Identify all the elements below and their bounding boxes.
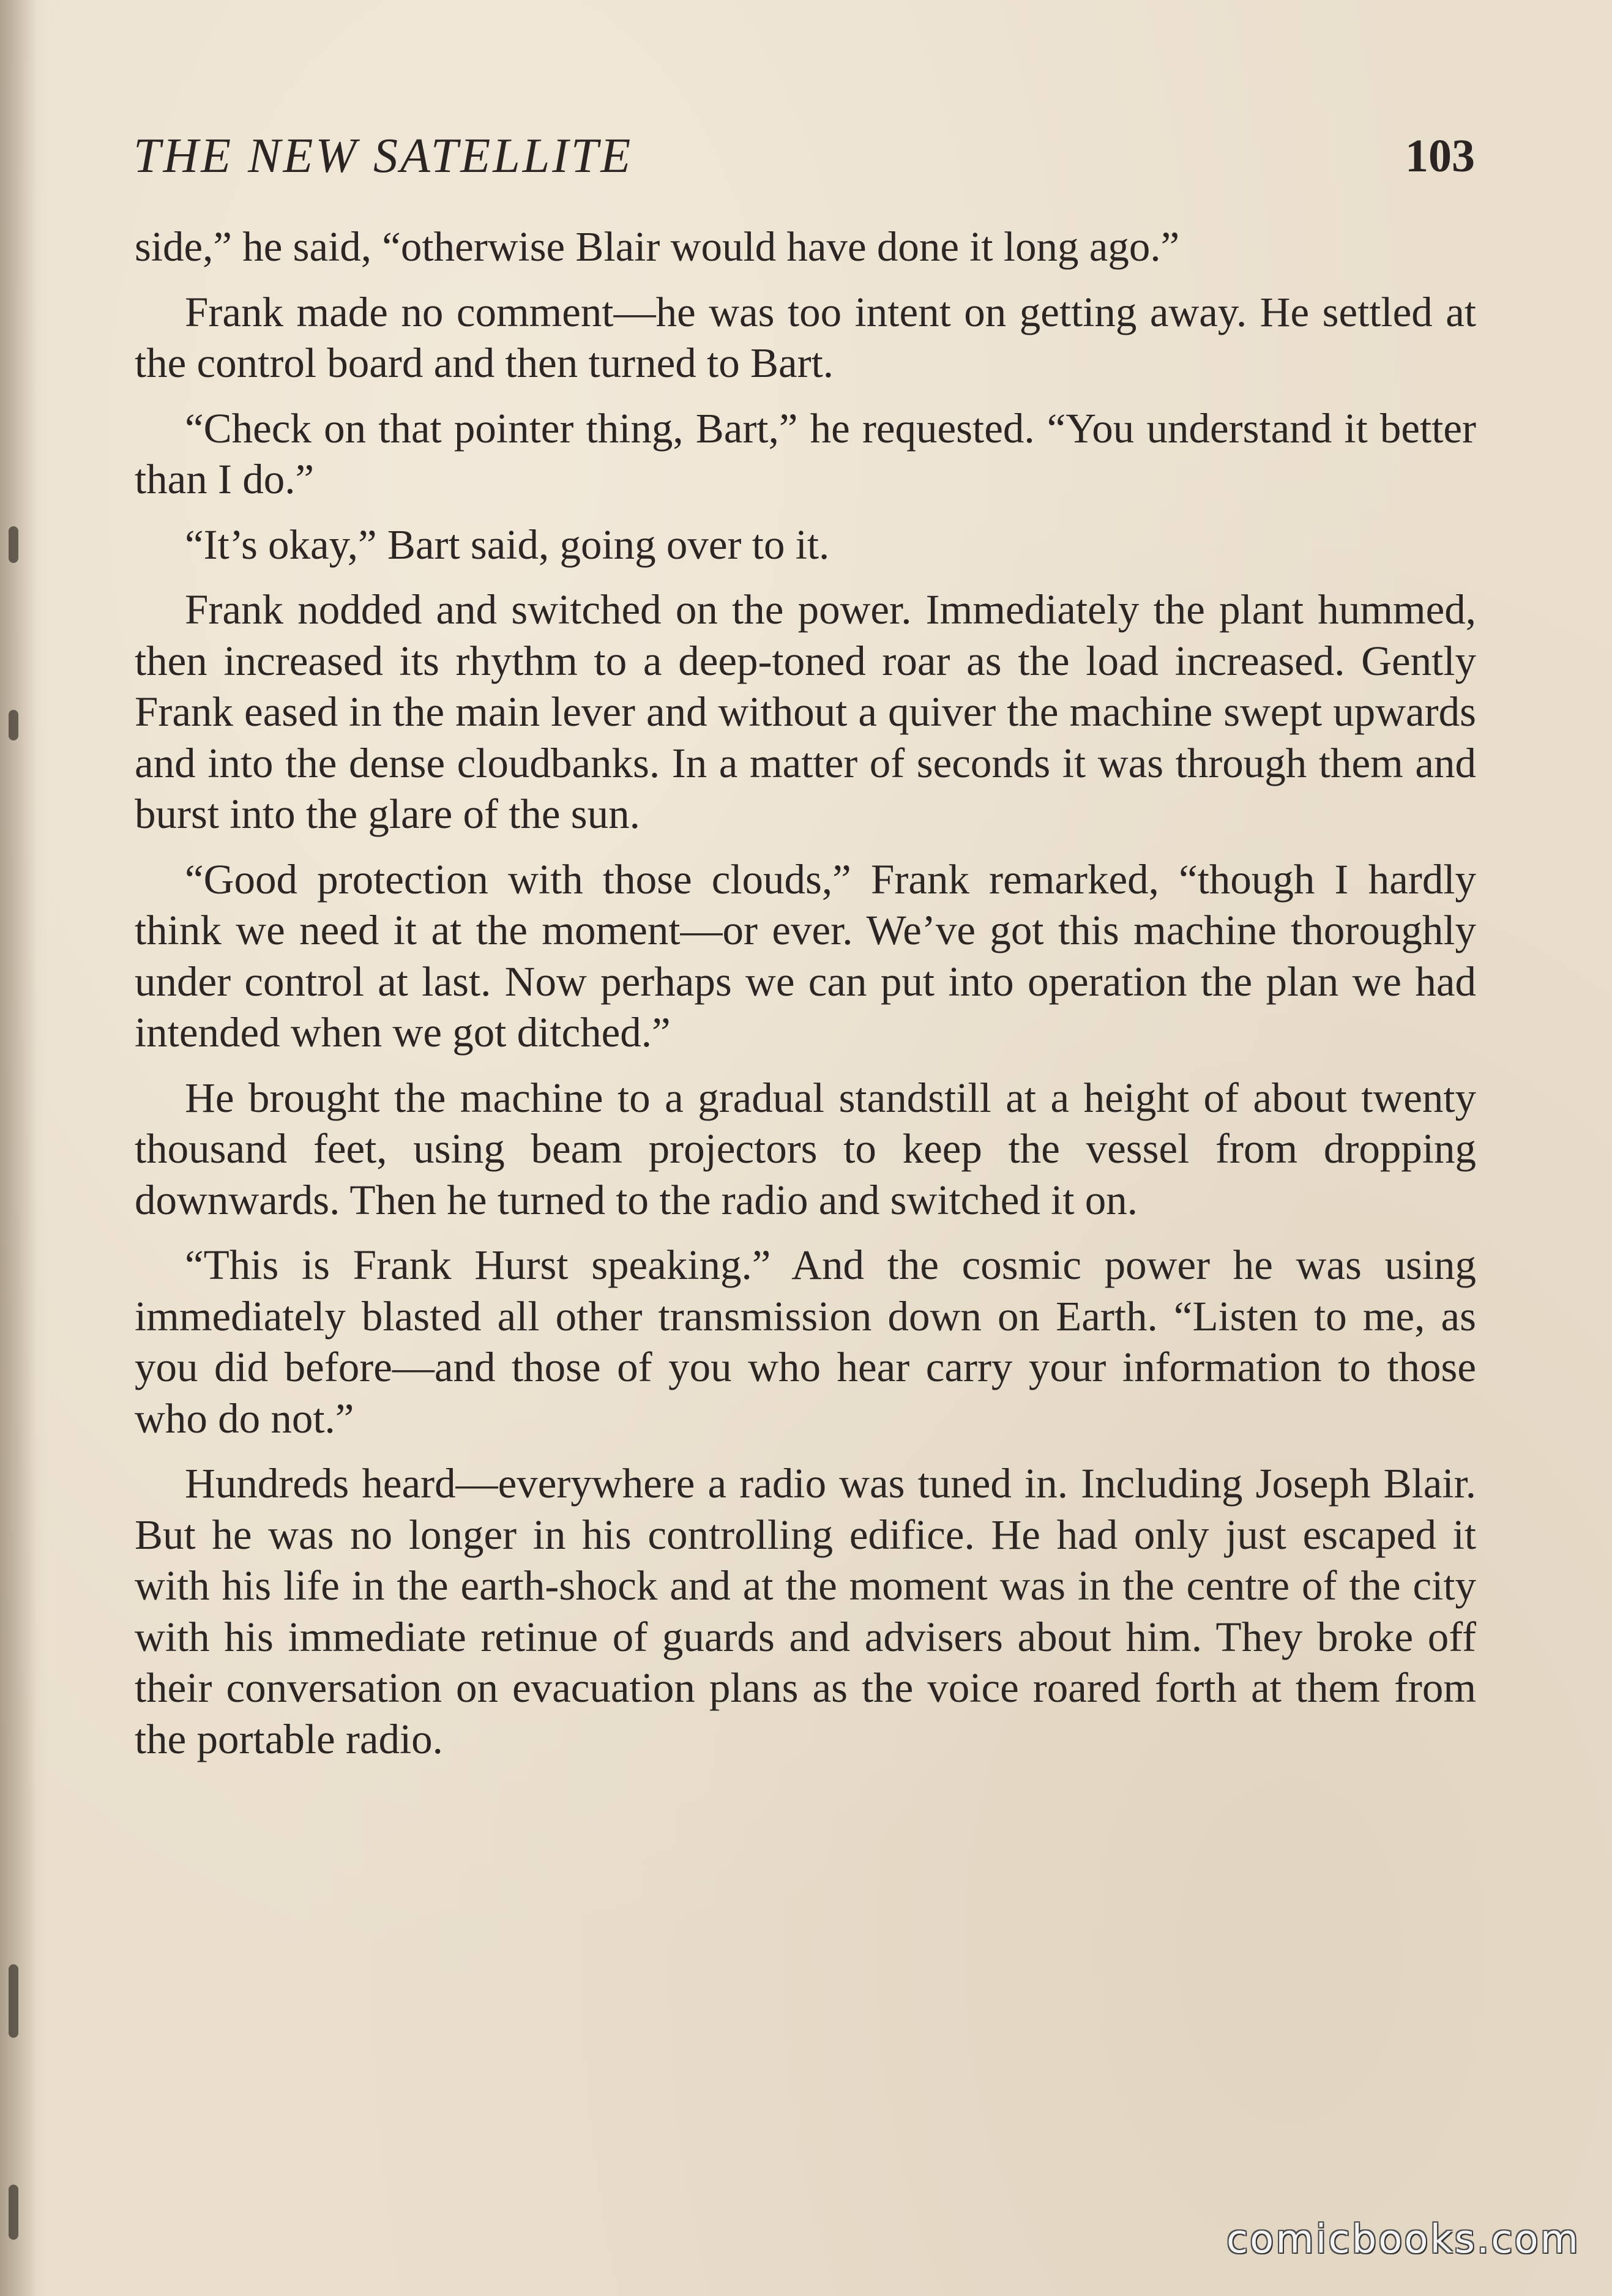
paragraph: “Good protection with those clouds,” Frank remarked, “though I hardly think we need it at the moment—or ever. We’ve got this machine thoroughly under control at last. Now perhaps we can put into operation the plan we had intended when we got ditched.” — [135, 855, 1476, 1056]
page-number: 103 — [1405, 130, 1475, 182]
running-title: THE NEW SATELLITE — [133, 129, 633, 183]
running-header — [133, 122, 1475, 190]
body-text — [135, 222, 1476, 1779]
paragraph: Hundreds heard—everywhere a radio was tuned in. Including Joseph Blair. But he was no longer in his controlling edifice. He had only just escaped it with his life in the earth-shock and at the moment was in the centre of the city with his immediate retinue of guards and advisers about him. They broke off their conversation on evacuation plans as the voice roared forth at them from the portable radio. — [135, 1460, 1476, 1762]
paragraph: “This is Frank Hurst speaking.” And the cosmic power he was using immediately blasted all other transmission down on Earth. “Listen to me, as you did before—and those of you who hear carry your information to those who do not.” — [135, 1242, 1476, 1442]
site-watermark: comicbooks.com — [1226, 2217, 1580, 2262]
paragraph: “Check on that pointer thing, Bart,” he requested. “You understand it better than I do.” — [135, 404, 1476, 502]
paragraph: Frank made no comment—he was too intent on getting away. He settled at the control board and then turned to Bart. — [135, 288, 1476, 386]
paragraph: Frank nodded and switched on the power. Immediately the plant hummed, then increased its rhythm to a deep-toned roar as the load increased. Gently Frank eased in the main lever and without a quiver the machine swept upwards and into the dense cloudbanks. In a matter of seconds it was through them and burst into the glare of the sun. — [135, 586, 1476, 837]
binding-stitch-marks — [9, 0, 27, 2296]
paragraph: He brought the machine to a gradual standstill at a height of about twenty thousand feet, using beam projectors to keep the vessel from dropping downwards. Then he turned to the radio and switched it on. — [135, 1074, 1476, 1223]
paragraph: “It’s okay,” Bart said, going over to it. — [185, 521, 830, 568]
paragraph: side,” he said, “otherwise Blair would have done it long ago.” — [135, 223, 1180, 270]
